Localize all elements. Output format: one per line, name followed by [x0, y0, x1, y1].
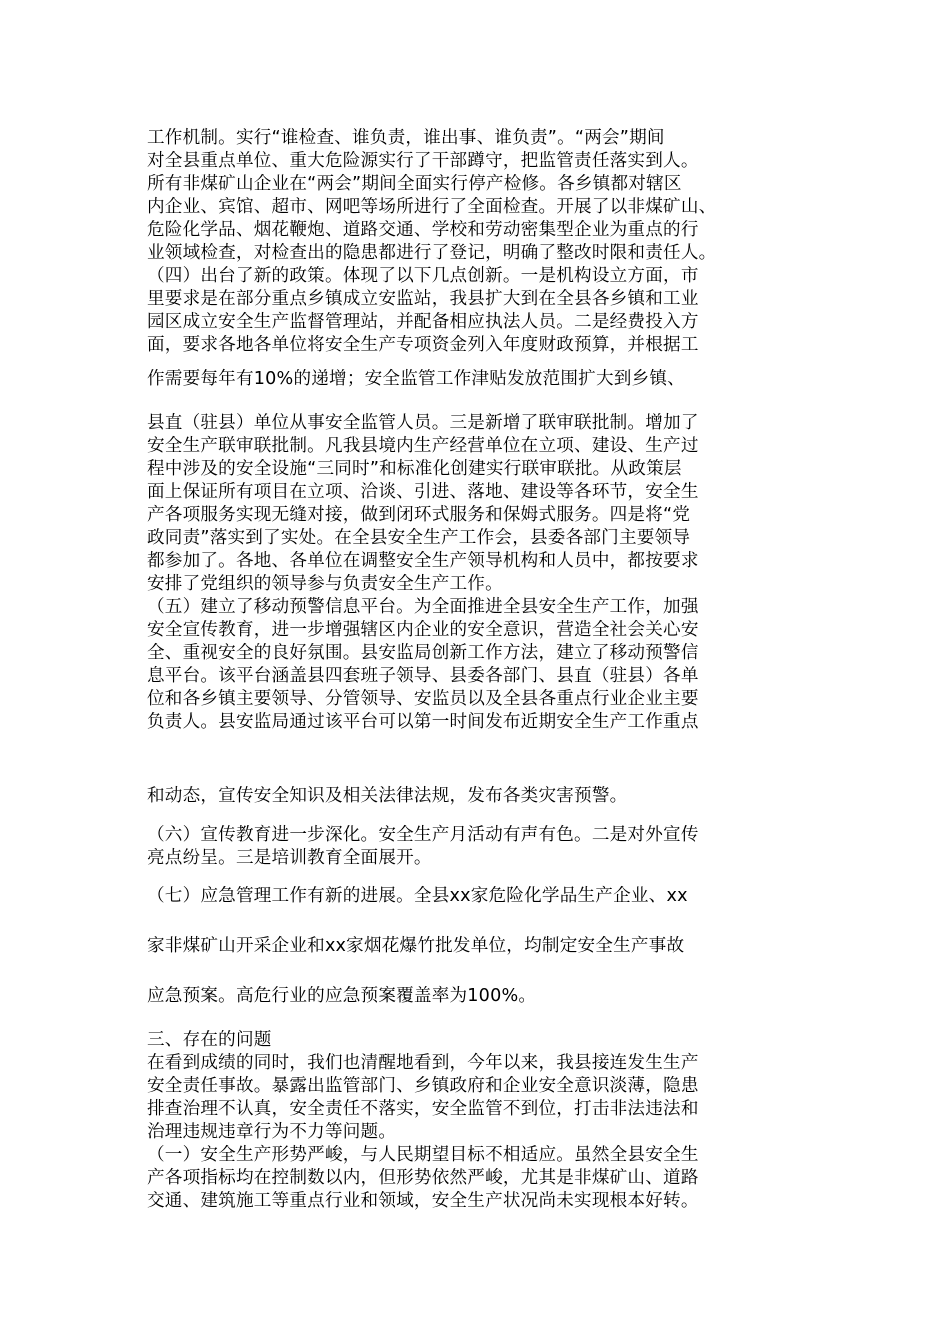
text-block-8	[147, 985, 827, 1008]
text-line: （一）安全生产形势严峻，与人民期望目标不相适应。虽然全县安全生	[147, 1145, 699, 1165]
text-line: 全、重视安全的良好氛围。县安监局创新工作方法，建立了移动预警信	[147, 643, 699, 663]
text-line: 亮点纷呈。三是培训教育全面展开。	[147, 848, 432, 868]
text-line: 作需要每年有10%的递增；安全监管工作津贴发放范围扩大到乡镇、	[147, 369, 685, 389]
text-line: 所有非煤矿山企业在“两会”期间全面实行停产检修。各乡镇都对辖区	[147, 174, 682, 194]
text-line: （四）出台了新的政策。体现了以下几点创新。一是机构设立方面，市	[147, 266, 699, 286]
text-line: 工作机制。实行“谁检查、谁负责，谁出事、谁负责”。“两会”期间	[147, 128, 665, 148]
text-line: 县直（驻县）单位从事安全监管人员。三是新增了联审联批制。增加了	[147, 413, 699, 433]
text-line: 交通、建筑施工等重点行业和领域，安全生产状况尚未实现根本好转。	[147, 1191, 699, 1211]
text-line: 面上保证所有项目在立项、洽谈、引进、落地、建设等各环节，安全生	[147, 482, 699, 502]
text-line: 排查治理不认真，安全责任不落实，安全监管不到位，打击非法违法和	[147, 1099, 699, 1119]
text-line: 园区成立安全生产监督管理站，并配备相应执法人员。二是经费投入方	[147, 312, 699, 332]
text-line: 和动态，宣传安全知识及相关法律法规，发布各类灾害预警。	[147, 786, 628, 806]
text-line: 内企业、宾馆、超市、网吧等场所进行了全面检查。开展了以非煤矿山、	[147, 197, 717, 217]
text-block-7	[147, 935, 827, 958]
text-block-1	[147, 127, 827, 357]
text-line: 里要求是在部分重点乡镇成立安监站，我县扩大到在全县各乡镇和工业	[147, 289, 699, 309]
text-line: 家非煤矿山开采企业和xx家烟花爆竹批发单位，均制定安全生产事故	[147, 936, 685, 956]
text-line: 治理违规违章行为不力等问题。	[147, 1122, 397, 1142]
text-line: 息平台。该平台涵盖县四套班子领导、县委各部门、县直（驻县）各单	[147, 666, 699, 686]
text-block-2	[147, 368, 827, 391]
text-line: 应急预案。高危行业的应急预案覆盖率为100%。	[147, 986, 537, 1006]
text-line: 位和各乡镇主要领导、分管领导、安监员以及全县各重点行业企业主要	[147, 689, 699, 709]
text-line: 在看到成绩的同时，我们也清醒地看到，今年以来，我县接连发生生产	[147, 1053, 699, 1073]
text-line: 安全宣传教育，进一步增强辖区内企业的安全意识，营造全社会关心安	[147, 620, 699, 640]
text-block-3	[147, 412, 827, 734]
text-line: 危险化学品、烟花鞭炮、道路交通、学校和劳动密集型企业为重点的行	[147, 220, 699, 240]
text-line: 安全责任事故。暴露出监管部门、乡镇政府和企业安全意识淡薄，隐患	[147, 1076, 699, 1096]
text-line: （六）宣传教育进一步深化。安全生产月活动有声有色。二是对外宣传	[147, 825, 699, 845]
text-line: 安全生产联审联批制。凡我县境内生产经营单位在立项、建设、生产过	[147, 436, 699, 456]
text-line: 产各项指标均在控制数以内，但形势依然严峻，尤其是非煤矿山、道路	[147, 1168, 699, 1188]
text-line: 都参加了。各地、各单位在调整安全生产领导机构和人员中，都按要求	[147, 551, 699, 571]
text-block-5	[147, 824, 827, 870]
text-block-9	[147, 1029, 827, 1213]
text-line: 负责人。县安监局通过该平台可以第一时间发布近期安全生产工作重点	[147, 712, 699, 732]
text-block-6	[147, 885, 827, 908]
text-line: 程中涉及的安全设施“三同时”和标准化创建实行联审联批。从政策层	[147, 459, 682, 479]
text-line: 产各项服务实现无缝对接，做到闭环式服务和保姆式服务。四是将“党	[147, 505, 691, 525]
text-line: 面，要求各地各单位将安全生产专项资金列入年度财政预算，并根据工	[147, 335, 699, 355]
text-line: 对全县重点单位、重大危险源实行了干部蹲守，把监管责任落实到人。	[147, 151, 699, 171]
section-heading: 三、存在的问题	[147, 1030, 272, 1050]
text-line: 政同责”落实到了实处。在全县安全生产工作会，县委各部门主要领导	[147, 528, 691, 548]
text-line: 安排了党组织的领导参与负责安全生产工作。	[147, 574, 503, 594]
text-line: 业领域检查，对检查出的隐患都进行了登记，明确了整改时限和责任人。	[147, 243, 717, 263]
text-line: （七）应急管理工作有新的进展。全县xx家危险化学品生产企业、xx	[147, 886, 688, 906]
text-line: （五）建立了移动预警信息平台。为全面推进全县安全生产工作，加强	[147, 597, 699, 617]
text-block-4	[147, 785, 827, 808]
